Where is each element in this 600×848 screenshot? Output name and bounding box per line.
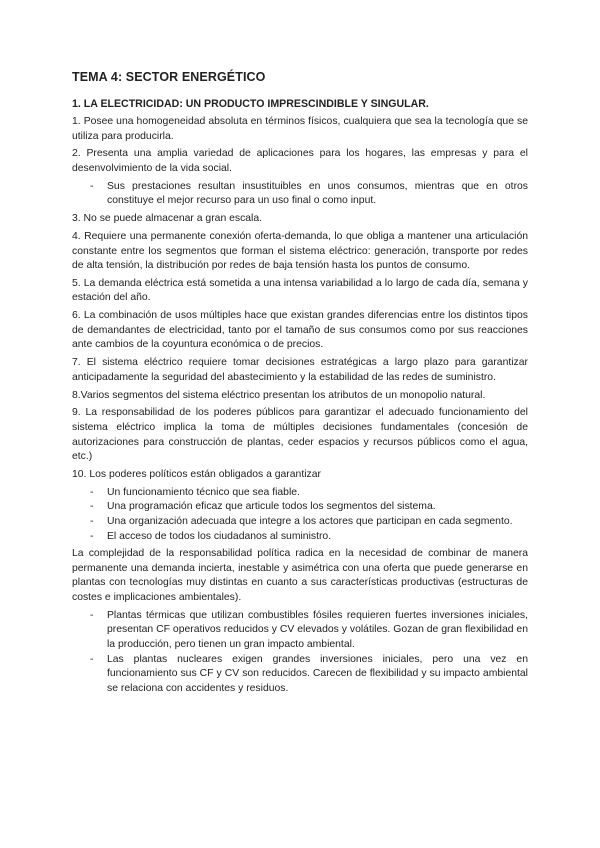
- list-item: - Sus prestaciones resultan insustituibles en unos consumos, mientras que en otros constituye el mejor recurso para un uso final o como input.: [72, 180, 528, 209]
- paragraph-3: 3. No se puede almacenar a gran escala.: [72, 213, 263, 225]
- paragraph-2: 2. Presenta una amplia variedad de aplicaciones para los hogares, las empresas y para el desenvolvimiento de la vida social.: [72, 148, 528, 174]
- section-heading: 1. LA ELECTRICIDAD: UN PRODUCTO IMPRESCINDIBLE Y SINGULAR.: [72, 98, 429, 110]
- list-item: - Un funcionamiento técnico que sea fiable.: [72, 486, 528, 501]
- list-item: - Una programación eficaz que articule todos los segmentos del sistema.: [72, 500, 528, 515]
- paragraph-4: 4. Requiere una permanente conexión oferta-demanda, lo que obliga a mantener una articulación constante entre los segmentos que forman el sistema eléctrico: generación, transporte por redes de alta tensión, la distribución por redes de baja tensión hasta los puntos de consumo.: [72, 230, 528, 272]
- document-body: [72, 70, 528, 700]
- list-item: - Las plantas nucleares exigen grandes inversiones iniciales, pero una vez en funcionamiento sus CF y CV son reducidos. Carecen de flexibilidad y su impacto ambiental se relaciona con accidentes y residuos.: [72, 653, 528, 697]
- document-title: TEMA 4: SECTOR ENERGÉTICO: [72, 70, 266, 84]
- paragraph-9: 9. La responsabilidad de los poderes públicos para garantizar el adecuado funcionamiento del sistema eléctrico implica la toma de múltiples decisiones fundamentales (concesión de autorizaciones para construcción de plantas, ceder espacios y recursos públicos como el agua, etc.): [72, 407, 528, 463]
- list-item: - El acceso de todos los ciudadanos al suministro.: [72, 530, 528, 545]
- paragraph-11-list: [72, 609, 528, 697]
- paragraph-10-list: [72, 486, 528, 544]
- paragraph-6: 6. La combinación de usos múltiples hace que existan grandes diferencias entre los distintos tipos de demandantes de electricidad, tanto por el tamaño de sus consumos como por sus reacciones ante cambios de la coyuntura económica o de precios.: [72, 310, 528, 351]
- paragraph-5: 5. La demanda eléctrica está sometida a una intensa variabilidad a lo largo de cada día, semana y estación del año.: [72, 277, 528, 304]
- paragraph-8: 8.Varios segmentos del sistema eléctrico presentan los atributos de un monopolio natural.: [72, 389, 486, 401]
- list-item: - Una organización adecuada que integre a los actores que participan en cada segmento.: [72, 515, 528, 530]
- paragraph-10: 10. Los poderes políticos están obligados a garantizar: [72, 468, 321, 480]
- paragraph-2-list: [72, 180, 528, 209]
- paragraph-11: La complejidad de la responsabilidad política radica en la necesidad de combinar de manera permanente una demanda incierta, inestable y asimétrica con una oferta que puede generarse en plantas con tecnologías muy distintas en cuanto a sus características productivas (estructuras de costes e implicaciones ambientales).: [72, 548, 528, 604]
- list-item: - Plantas térmicas que utilizan combustibles fósiles requieren fuertes inversiones iniciales, presentan CF operativos reducidos y CV elevados y volátiles. Gozan de gran flexibilidad en la producción, pero tienen un gran impacto ambiental.: [72, 609, 528, 653]
- paragraph-1: 1. Posee una homogeneidad absoluta en términos físicos, cualquiera que sea la tecnología que se utiliza para producirla.: [72, 116, 528, 142]
- paragraph-7: 7. El sistema eléctrico requiere tomar decisiones estratégicas a largo plazo para garantizar anticipadamente la seguridad del abastecimiento y la estabilidad de las redes de suministro.: [72, 357, 528, 383]
